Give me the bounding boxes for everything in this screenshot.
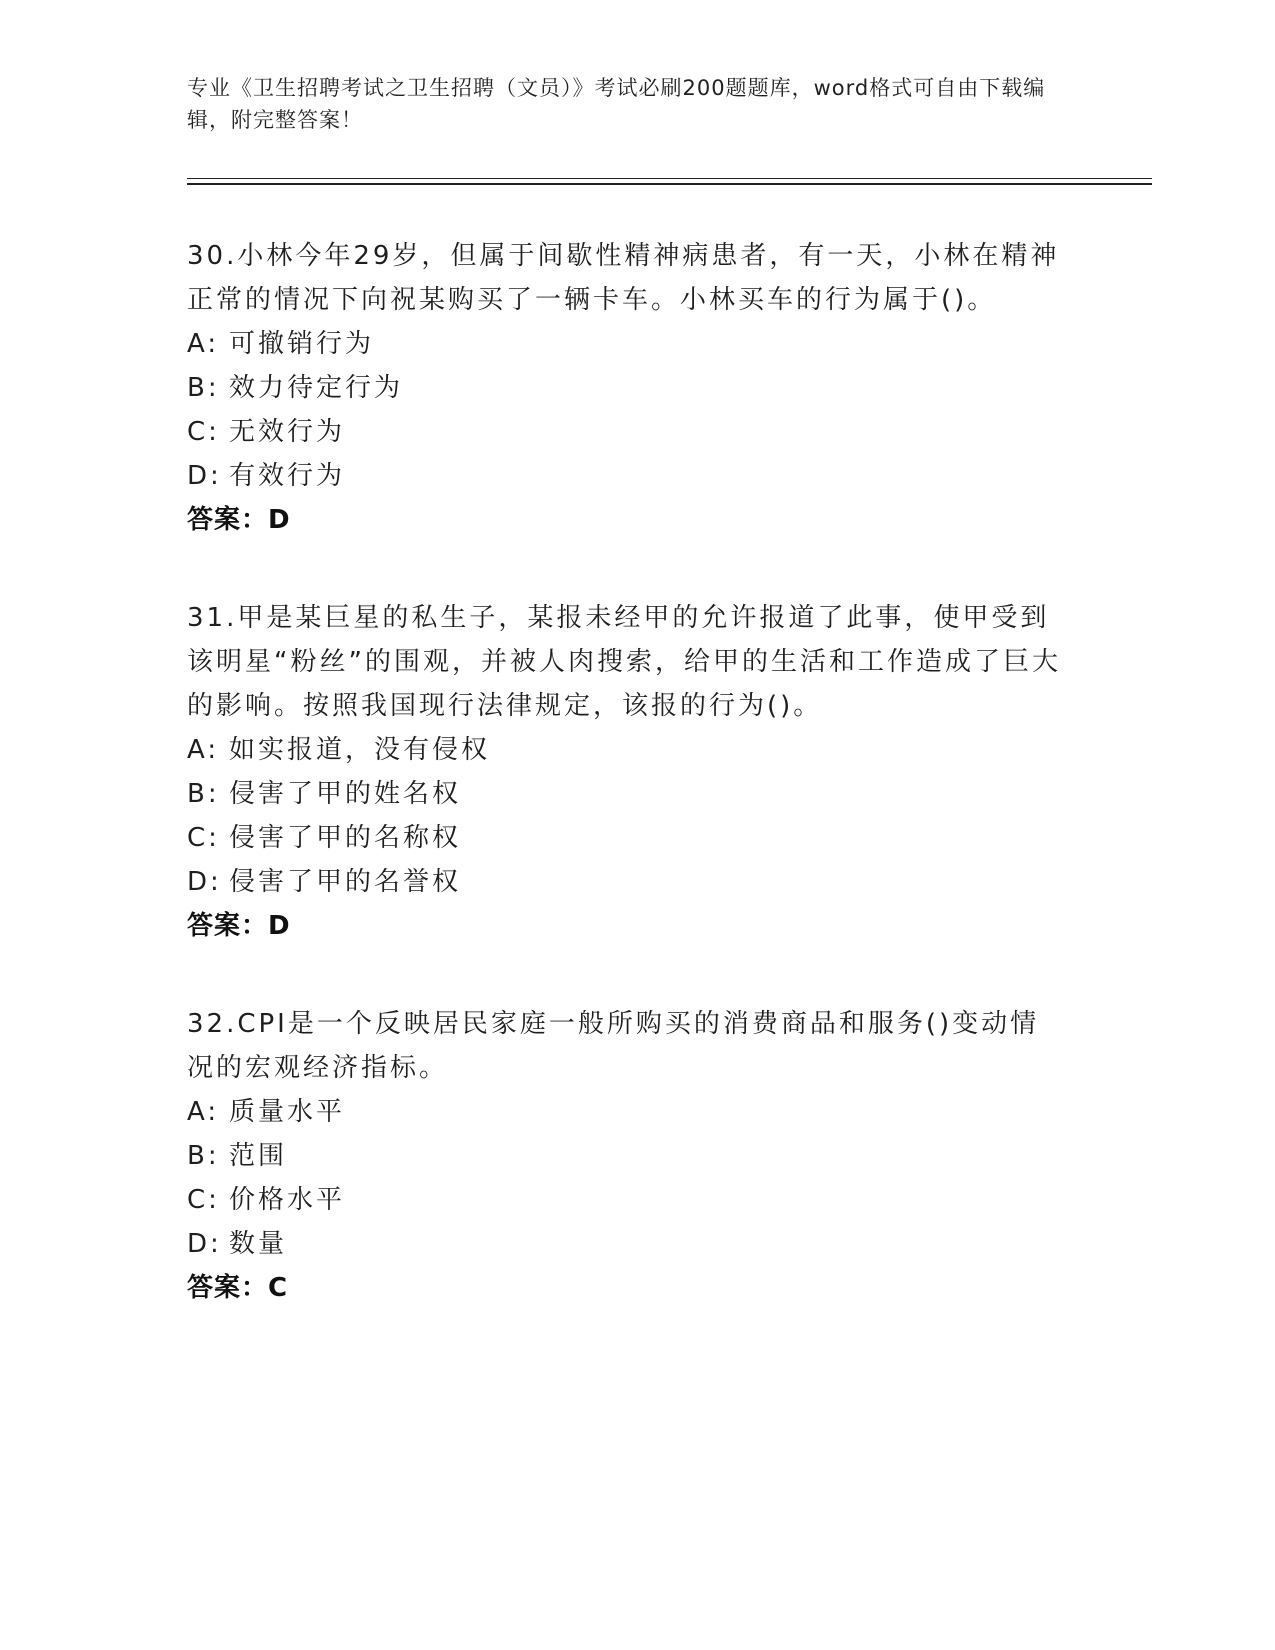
option-text: 无效行为 [229,417,346,447]
question-stem: 31.甲是某巨星的私生子，某报未经甲的允许报道了此事，使甲受到该明星“粉丝”的围观，并被人肉搜索，给甲的生活和工作造成了巨大的影响。按照我国现行法律规定，该报的行为()。 [187,603,1061,721]
option-key: D: [187,1229,222,1259]
option-c [187,410,1067,454]
option-text: 数量 [229,1229,288,1259]
answer-line: 答案：D [187,911,291,941]
option-key: D: [187,867,222,897]
option-key: B: [187,373,220,403]
option-key: A: [187,1097,220,1127]
question-30 [187,234,1067,542]
option-b [187,772,1067,816]
option-text: 如实报道，没有侵权 [229,735,491,765]
option-a [187,1090,1067,1134]
option-text: 侵害了甲的名誉权 [229,867,462,897]
option-text: 侵害了甲的姓名权 [229,779,462,809]
option-a [187,322,1067,366]
question-31 [187,596,1067,948]
document-header: 专业《卫生招聘考试之卫生招聘（文员）》考试必刷200题题库，word格式可自由下载编辑，附完整答案！ [187,76,1046,132]
option-b [187,1134,1067,1178]
option-c [187,816,1067,860]
option-text: 侵害了甲的名称权 [229,823,462,853]
option-d [187,860,1067,904]
question-32 [187,1002,1067,1310]
option-key: A: [187,735,220,765]
header-divider-top [187,178,1152,179]
option-text: 质量水平 [229,1097,346,1127]
option-b [187,366,1067,410]
option-text: 效力待定行为 [229,373,404,403]
question-stem: 30.小林今年29岁，但属于间歇性精神病患者，有一天，小林在精神正常的情况下向祝某购买了一辆卡车。小林买车的行为属于()。 [187,241,1060,315]
option-text: 范围 [229,1141,288,1171]
option-d [187,454,1067,498]
option-key: C: [187,1185,220,1215]
option-a [187,728,1067,772]
option-text: 有效行为 [229,461,346,491]
option-key: B: [187,779,220,809]
answer-line: 答案：D [187,505,291,535]
question-stem: 32.CPI是一个反映居民家庭一般所购买的消费商品和服务()变动情况的宏观经济指标。 [187,1009,1040,1083]
option-key: C: [187,823,220,853]
option-text: 价格水平 [229,1185,346,1215]
option-text: 可撤销行为 [229,329,375,359]
option-d [187,1222,1067,1266]
option-key: B: [187,1141,220,1171]
option-key: D: [187,461,222,491]
option-c [187,1178,1067,1222]
option-key: C: [187,417,220,447]
option-key: A: [187,329,220,359]
answer-line: 答案：C [187,1273,289,1303]
header-divider-bottom [187,183,1152,185]
